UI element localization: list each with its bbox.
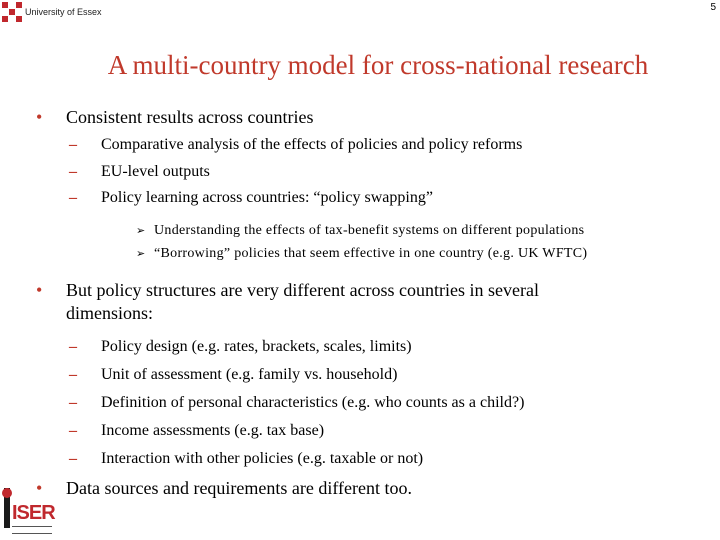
sub-sub-bullet (136, 242, 694, 265)
sub-bullet (69, 131, 694, 159)
dash-marker: – (69, 163, 77, 180)
sub-bullet (69, 159, 694, 185)
arrow-bullet-icon: ➢ (136, 224, 146, 237)
bullet-marker: • (36, 107, 43, 127)
dash-marker: – (69, 394, 77, 411)
bullet-marker: • (36, 478, 43, 498)
page-number: 5 (710, 2, 716, 13)
sub-bullet-text: Policy learning across countries: “policy swapping” (101, 189, 433, 206)
sub-bullet-text: Definition of personal characteristics (e.g. who counts as a child?) (101, 394, 525, 411)
bullet-marker: • (36, 280, 43, 300)
dash-marker: – (69, 189, 77, 206)
sub-bullet (69, 361, 694, 389)
sub-bullet-text: Income assessments (e.g. tax base) (101, 422, 325, 439)
sub-sub-bullet-text: Understanding the effects of tax-benefit systems on different populations (154, 223, 585, 238)
sub-bullet (69, 445, 694, 473)
sub-bullet-text: Unit of assessment (e.g. family vs. household) (101, 366, 398, 383)
bullet-data-sources (34, 477, 694, 500)
arrow-bullet-icon: ➢ (136, 247, 146, 260)
sub-sub-bullet-text: “Borrowing” policies that seem effective in one country (e.g. UK WFTC) (154, 246, 588, 261)
iser-logo-text: ISER (12, 502, 55, 524)
university-of-essex-logo (2, 2, 102, 22)
sub-bullet-text: Interaction with other policies (e.g. taxable or not) (101, 450, 424, 467)
dash-marker: – (69, 366, 77, 383)
essex-logo-text: University of Essex (25, 7, 102, 17)
bullet-policy-structures (34, 279, 694, 325)
iser-logo-underline (12, 526, 52, 534)
bullet-text: But policy structures are very different across countries in several dimensions: (66, 280, 540, 323)
dash-marker: – (69, 338, 77, 355)
sub-bullet (69, 185, 694, 211)
sub-bullet-text: Policy design (e.g. rates, brackets, scales, limits) (101, 338, 412, 355)
sub-sub-bullet (136, 219, 694, 242)
sub-bullet (69, 333, 694, 361)
sub-bullet (69, 417, 694, 445)
slide-body (34, 106, 694, 500)
iser-logo-dot (2, 488, 12, 498)
bullet-text: Consistent results across countries (66, 107, 314, 127)
essex-crest-icon (2, 2, 22, 22)
sub-bullet (69, 389, 694, 417)
bullet-consistent-results (34, 106, 694, 129)
iser-logo (2, 488, 54, 536)
bullet-text: Data sources and requirements are different too. (66, 478, 413, 498)
dash-marker: – (69, 136, 77, 153)
dash-marker: – (69, 422, 77, 439)
sub-bullet-text: Comparative analysis of the effects of policies and policy reforms (101, 136, 523, 153)
dash-marker: – (69, 450, 77, 467)
slide-title: A multi-country model for cross-national research (107, 50, 649, 80)
sub-bullet-text: EU-level outputs (101, 163, 210, 180)
